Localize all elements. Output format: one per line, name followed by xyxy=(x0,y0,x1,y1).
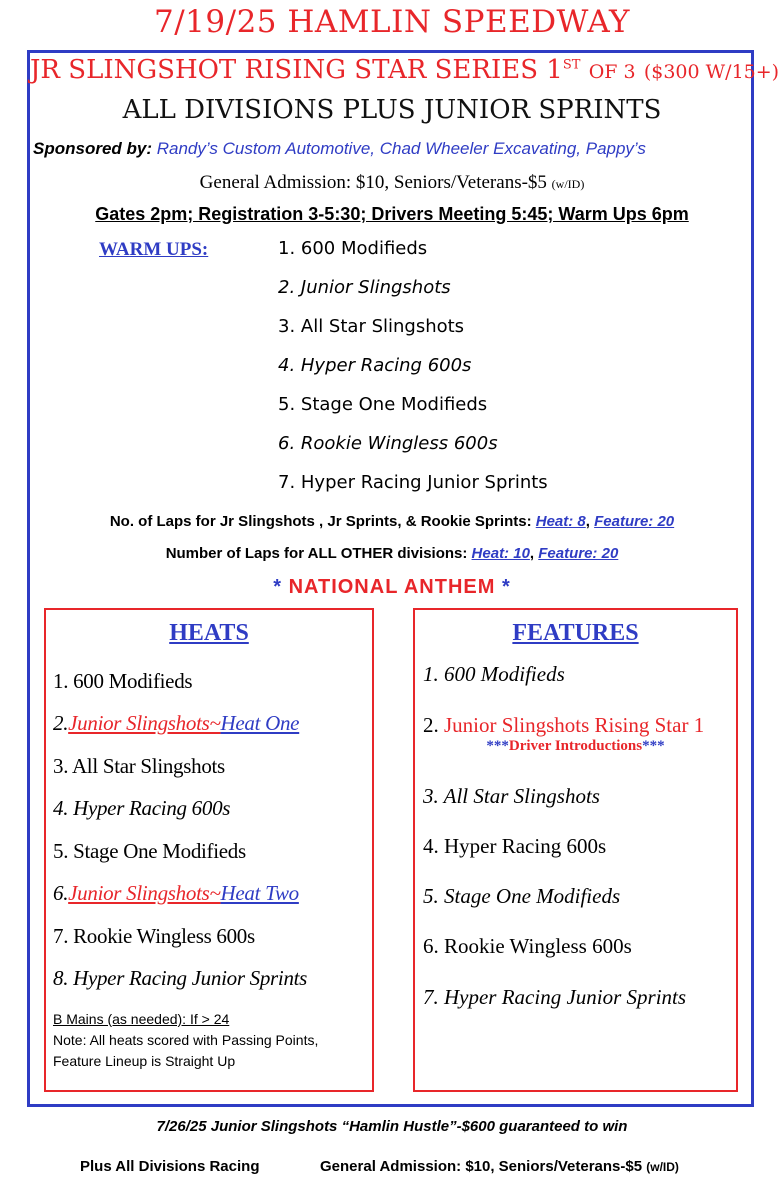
star-icon: * xyxy=(501,576,511,598)
b-mains-note: B Mains (as needed): If > 24 xyxy=(53,1011,230,1027)
schedule-line: Gates 2pm; Registration 3-5:30; Drivers Meeting 5:45; Warm Ups 6pm xyxy=(95,204,689,224)
warmup-item: 4. Hyper Racing 600s xyxy=(278,355,472,376)
feature-item: 7. Hyper Racing Junior Sprints xyxy=(423,985,687,1009)
driver-introductions xyxy=(413,738,738,755)
warmup-item: 5. Stage One Modifieds xyxy=(278,394,488,415)
intro-stars: *** xyxy=(642,738,665,754)
laps-junior-text: No. of Laps for Jr Slingshots , Jr Sprints, & Rookie Sprints: xyxy=(109,513,532,530)
feature-item: 4. Hyper Racing 600s xyxy=(423,834,607,858)
heat-item xyxy=(53,881,299,906)
sponsor-line xyxy=(33,139,646,159)
heat-division: Junior Slingshots~ xyxy=(68,881,221,905)
intro-stars: *** xyxy=(486,738,509,754)
laps-separator: , xyxy=(529,545,535,562)
heat-number: 6. xyxy=(53,881,69,905)
scoring-note: Note: All heats scored with Passing Points, xyxy=(53,1032,319,1048)
laps-junior-line xyxy=(30,513,754,530)
next-event-line: 7/26/25 Junior Slingshots “Hamlin Hustle”-$600 guaranteed to win xyxy=(156,1118,628,1135)
warmup-item: 6. Rookie Wingless 600s xyxy=(278,433,498,454)
series-heading xyxy=(30,55,780,85)
admission-note: (w/ID) xyxy=(551,177,585,191)
heat-label: Heat One xyxy=(220,711,300,735)
national-anthem xyxy=(30,576,754,599)
laps-junior-heat: Heat: 8 xyxy=(535,513,586,530)
warmups-label: WARM UPS: xyxy=(99,239,209,260)
heat-division: Junior Slingshots~ xyxy=(68,711,221,735)
next-event-admission xyxy=(320,1158,679,1175)
features-title: FEATURES xyxy=(512,620,639,646)
laps-separator: , xyxy=(585,513,590,530)
feature-item: 6. Rookie Wingless 600s xyxy=(423,934,632,958)
heat-item: 3. All Star Slingshots xyxy=(53,754,225,778)
laps-other-feature: Feature: 20 xyxy=(538,545,619,562)
heat-item: 1. 600 Modifieds xyxy=(53,669,193,693)
admission-text: Admission: $10, Seniors/Veterans-$5 xyxy=(263,172,547,193)
feature-item: 1. 600 Modifieds xyxy=(423,662,565,686)
series-name: JR SLINGSHOT RISING STAR SERIES 1 xyxy=(30,55,563,85)
feature-number: 2. xyxy=(423,713,439,737)
intro-text: Driver Introductions xyxy=(508,738,643,754)
heat-item xyxy=(53,711,299,736)
series-purse: ($300 W/15+) xyxy=(643,61,780,83)
laps-other-line xyxy=(30,545,754,562)
heat-item: 7. Rookie Wingless 600s xyxy=(53,924,255,948)
feature-item xyxy=(423,713,704,738)
feature-item: 5. Stage One Modifieds xyxy=(423,884,621,908)
heat-item: 8. Hyper Racing Junior Sprints xyxy=(53,966,308,990)
admission-line xyxy=(30,172,754,194)
warmup-item: 2. Junior Slingshots xyxy=(278,277,451,298)
next-admission-text: General Admission: $10, Seniors/Veterans-$5 xyxy=(320,1158,643,1175)
lineup-note: Feature Lineup is Straight Up xyxy=(53,1053,236,1069)
sponsor-names: Randy’s Custom Automotive, Chad Wheeler Excavating, Pappy’s xyxy=(156,139,646,158)
laps-other-heat: Heat: 10 xyxy=(471,545,530,562)
heat-label: Heat Two xyxy=(220,881,299,905)
admission-prefix: General xyxy=(199,172,260,193)
heat-number: 2. xyxy=(53,711,69,735)
divisions-heading: ALL DIVISIONS PLUS JUNIOR SPRINTS xyxy=(122,95,662,125)
star-icon: * xyxy=(273,576,283,598)
heat-item: 4. Hyper Racing 600s xyxy=(53,796,231,820)
warmup-item: 1. 600 Modifieds xyxy=(278,238,428,259)
feature-division: Junior Slingshots Rising Star 1 xyxy=(444,713,705,737)
next-admission-note: (w/ID) xyxy=(646,1160,679,1174)
warmup-item: 3. All Star Slingshots xyxy=(278,316,465,337)
series-ordinal-suffix: ST xyxy=(562,57,581,73)
laps-other-text: Number of Laps for ALL OTHER divisions: xyxy=(165,545,468,562)
warmup-item: 7. Hyper Racing Junior Sprints xyxy=(278,472,548,493)
next-event-divisions: Plus All Divisions Racing xyxy=(80,1158,260,1175)
laps-junior-feature: Feature: 20 xyxy=(594,513,675,530)
sponsor-label: Sponsored by: xyxy=(33,139,153,158)
heats-title: HEATS xyxy=(169,620,249,646)
series-of: OF 3 xyxy=(588,61,636,83)
event-title: 7/19/25 HAMLIN SPEEDWAY xyxy=(154,4,630,40)
feature-item: 3. All Star Slingshots xyxy=(423,784,600,808)
anthem-text: NATIONAL ANTHEM xyxy=(288,576,496,598)
heat-item: 5. Stage One Modifieds xyxy=(53,839,246,863)
